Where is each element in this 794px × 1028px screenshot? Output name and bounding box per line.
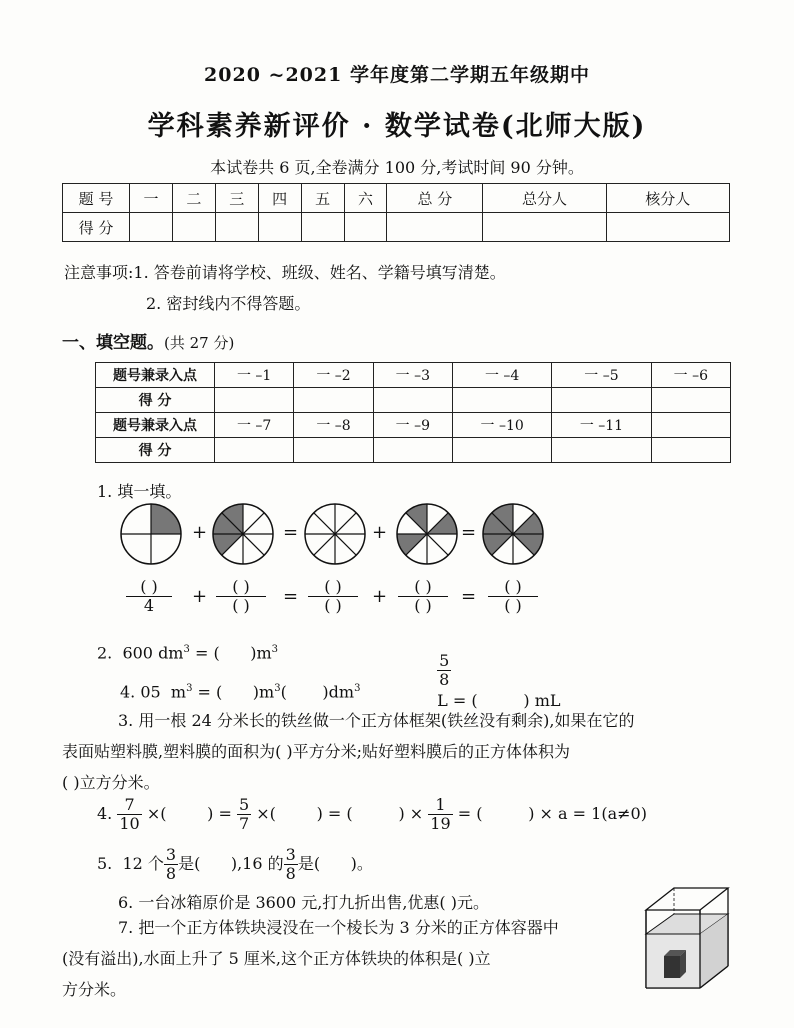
answer-denominator[interactable]: ( ) bbox=[504, 596, 522, 615]
circle-quarters bbox=[121, 504, 181, 564]
plus-sign: + bbox=[192, 522, 208, 543]
q7-line: 7. 把一个正方体铁块浸没在一个棱长为 3 分米的正方体容器中 bbox=[118, 918, 559, 937]
score-cell: 六 bbox=[344, 184, 387, 213]
section-1-heading: 一、填空题。 bbox=[62, 333, 164, 353]
answer-fraction-2 bbox=[216, 578, 266, 615]
fraction-circles bbox=[118, 500, 558, 570]
exponent: 3 bbox=[186, 683, 193, 694]
entry-score-label: 得 分 bbox=[96, 388, 215, 413]
numerator: 7 bbox=[117, 796, 141, 815]
q2a-text: 2. 600 dm bbox=[97, 643, 184, 663]
answer-denominator[interactable]: ( ) bbox=[414, 596, 432, 615]
q2-part-a bbox=[97, 638, 278, 665]
entry-cell: 一 –8 bbox=[294, 413, 373, 438]
section-1-points: (共 27 分) bbox=[164, 334, 235, 352]
denominator: 10 bbox=[119, 814, 140, 833]
entry-cell: 一 –10 bbox=[452, 413, 551, 438]
fraction-1-19 bbox=[428, 796, 452, 833]
entry-score-cell[interactable] bbox=[294, 388, 373, 413]
q5-blank[interactable]: 是( ),16 的 bbox=[178, 854, 284, 873]
entry-score-cell[interactable] bbox=[215, 438, 294, 463]
score-input-cell[interactable] bbox=[606, 213, 729, 242]
exponent: 3 bbox=[274, 683, 281, 694]
equals-sign: = bbox=[461, 586, 477, 607]
cube-container-illustration bbox=[636, 884, 736, 994]
entry-score-cell[interactable] bbox=[552, 438, 651, 463]
notes bbox=[64, 257, 506, 319]
numerator: 5 bbox=[238, 795, 250, 814]
exam-term-title: 2020 ~2021 学年度第二学期五年级期中 bbox=[204, 64, 590, 86]
exponent: 3 bbox=[354, 683, 361, 694]
q7 bbox=[62, 912, 632, 1005]
score-cell: 一 bbox=[130, 184, 173, 213]
answer-denominator[interactable]: ( ) bbox=[324, 596, 342, 615]
equals-sign: = bbox=[283, 522, 299, 543]
q2c-blank-text[interactable]: = ( )m bbox=[192, 682, 275, 702]
entry-cell: 一 –2 bbox=[294, 363, 373, 388]
score-input-cell[interactable] bbox=[344, 213, 387, 242]
plus-sign: + bbox=[192, 586, 208, 607]
q5-blank[interactable]: 是( )。 bbox=[297, 854, 373, 873]
exam-info: 本试卷共 6 页,全卷满分 100 分,考试时间 90 分钟。 bbox=[210, 158, 584, 177]
fraction-3-8 bbox=[164, 846, 178, 883]
numerator: 5 bbox=[439, 651, 450, 670]
score-input-cell[interactable] bbox=[215, 213, 258, 242]
q6: 6. 一台冰箱原价是 3600 元,打九折出售,优惠( )元。 bbox=[118, 893, 489, 912]
score-cell: 核分人 bbox=[606, 184, 729, 213]
answer-numerator[interactable]: ( ) bbox=[216, 578, 266, 597]
entry-score-row bbox=[96, 438, 731, 463]
score-cell: 总 分 bbox=[387, 184, 483, 213]
answer-numerator[interactable]: ( ) bbox=[126, 578, 172, 597]
score-input-cell[interactable] bbox=[130, 213, 173, 242]
entry-score-label: 得 分 bbox=[96, 438, 215, 463]
entry-cell: 一 –7 bbox=[215, 413, 294, 438]
entry-score-cell[interactable] bbox=[651, 438, 730, 463]
entry-cell: 一 –4 bbox=[452, 363, 551, 388]
answer-numerator[interactable]: ( ) bbox=[398, 578, 448, 597]
fraction-5-7 bbox=[237, 796, 251, 833]
score-label: 得 分 bbox=[63, 213, 130, 242]
q5-text: 5. 12 个 bbox=[97, 854, 164, 873]
entry-table bbox=[95, 362, 731, 463]
denominator: 19 bbox=[430, 814, 451, 833]
score-table-score-row bbox=[63, 213, 730, 242]
score-table bbox=[62, 183, 730, 242]
score-input-cell[interactable] bbox=[301, 213, 344, 242]
entry-cell bbox=[651, 413, 730, 438]
score-cell: 四 bbox=[258, 184, 301, 213]
entry-score-cell[interactable] bbox=[373, 438, 452, 463]
note-line-1: 注意事项:1. 答卷前请将学校、班级、姓名、学籍号填写清楚。 bbox=[64, 263, 506, 282]
q4-blank[interactable]: ×( ) = bbox=[146, 804, 232, 823]
entry-cell: 一 –5 bbox=[552, 363, 651, 388]
plus-sign: + bbox=[372, 522, 388, 543]
entry-cell: 一 –6 bbox=[651, 363, 730, 388]
denominator: 8 bbox=[285, 864, 296, 883]
q2-part-c bbox=[120, 677, 360, 704]
equals-sign: = bbox=[461, 522, 477, 543]
q3 bbox=[62, 705, 742, 798]
entry-row bbox=[96, 413, 731, 438]
q4 bbox=[97, 796, 647, 833]
entry-header: 题号兼录入点 bbox=[96, 413, 215, 438]
denominator: 8 bbox=[439, 670, 450, 689]
circle-eighths-b bbox=[397, 504, 457, 564]
numerator: 3 bbox=[165, 845, 177, 864]
denominator: 7 bbox=[238, 814, 250, 833]
entry-score-row bbox=[96, 388, 731, 413]
entry-cell: 一 –9 bbox=[373, 413, 452, 438]
fraction-denominator: 4 bbox=[143, 596, 155, 615]
denominator: 8 bbox=[165, 864, 177, 883]
answer-fraction-1 bbox=[126, 578, 172, 615]
score-cell: 总分人 bbox=[483, 184, 606, 213]
circle-eighths-empty bbox=[305, 504, 365, 564]
fraction-7-10 bbox=[117, 796, 141, 833]
exponent: 3 bbox=[183, 644, 190, 655]
q3-line: 3. 用一根 24 分米长的铁丝做一个正方体框架(铁丝没有剩余),如果在它的 bbox=[118, 711, 635, 730]
entry-header: 题号兼录入点 bbox=[96, 363, 215, 388]
circle-eighths-c bbox=[483, 504, 543, 564]
entry-score-cell[interactable] bbox=[552, 388, 651, 413]
q4-label: 4. bbox=[97, 804, 113, 823]
entry-cell: 一 –1 bbox=[215, 363, 294, 388]
note-line-2: 2. 密封线内不得答题。 bbox=[146, 294, 311, 313]
fraction-3-8 bbox=[284, 846, 298, 883]
entry-score-cell[interactable] bbox=[452, 438, 551, 463]
q2b-blank-text[interactable]: L = ( ) mL bbox=[437, 691, 561, 710]
score-cell: 题 号 bbox=[63, 184, 130, 213]
entry-score-cell[interactable] bbox=[294, 438, 373, 463]
q3-line: 表面贴塑料膜,塑料膜的面积为( )平方分米;贴好塑料膜后的正方体体积为 bbox=[62, 742, 571, 761]
fraction-5-8 bbox=[437, 652, 451, 689]
score-cell: 五 bbox=[301, 184, 344, 213]
entry-cell: 一 –3 bbox=[373, 363, 452, 388]
exam-title: 学科素养新评价 · 数学试卷(北师大版) bbox=[147, 111, 647, 142]
q7-line: (没有溢出),水面上升了 5 厘米,这个正方体铁块的体积是( )立 bbox=[62, 949, 491, 968]
entry-score-cell[interactable] bbox=[373, 388, 452, 413]
answer-fraction-4 bbox=[398, 578, 448, 615]
q2a-blank-text[interactable]: = ( )m bbox=[189, 643, 272, 663]
score-cell: 三 bbox=[215, 184, 258, 213]
q7-line: 方分米。 bbox=[62, 980, 127, 999]
numerator: 1 bbox=[428, 796, 452, 815]
q5 bbox=[97, 846, 373, 883]
answer-fraction-5 bbox=[488, 578, 538, 615]
score-table-header-row bbox=[63, 184, 730, 213]
circle-eighths-a bbox=[213, 504, 273, 564]
entry-score-cell[interactable] bbox=[651, 388, 730, 413]
answer-denominator[interactable]: ( ) bbox=[232, 596, 250, 615]
answer-fraction-3 bbox=[308, 578, 358, 615]
q1-text: 1. 填一填。 bbox=[97, 482, 182, 501]
numerator: 3 bbox=[285, 845, 296, 864]
answer-numerator[interactable]: ( ) bbox=[308, 578, 358, 597]
q2-part-b bbox=[427, 628, 561, 713]
answer-numerator[interactable]: ( ) bbox=[488, 578, 538, 597]
q3-line: ( )立方分米。 bbox=[62, 773, 160, 792]
q2c-blank-text-2[interactable]: ( )dm bbox=[280, 682, 355, 702]
score-input-cell[interactable] bbox=[258, 213, 301, 242]
entry-score-cell[interactable] bbox=[452, 388, 551, 413]
q4-blank[interactable]: ×( ) = ( ) × bbox=[256, 804, 424, 823]
score-input-cell[interactable] bbox=[483, 213, 606, 242]
iron-cube bbox=[664, 950, 686, 978]
equals-sign: = bbox=[283, 586, 299, 607]
section-1-title bbox=[62, 328, 234, 353]
entry-score-cell[interactable] bbox=[215, 388, 294, 413]
q4-blank[interactable]: = ( ) × a = 1(a≠0) bbox=[457, 804, 647, 823]
score-input-cell[interactable] bbox=[387, 213, 483, 242]
exponent: 3 bbox=[271, 644, 278, 655]
score-input-cell[interactable] bbox=[172, 213, 215, 242]
plus-sign: + bbox=[372, 586, 388, 607]
q2c-text: 4. 05 m bbox=[120, 682, 187, 702]
entry-row bbox=[96, 363, 731, 388]
score-cell: 二 bbox=[172, 184, 215, 213]
entry-cell: 一 –11 bbox=[552, 413, 651, 438]
